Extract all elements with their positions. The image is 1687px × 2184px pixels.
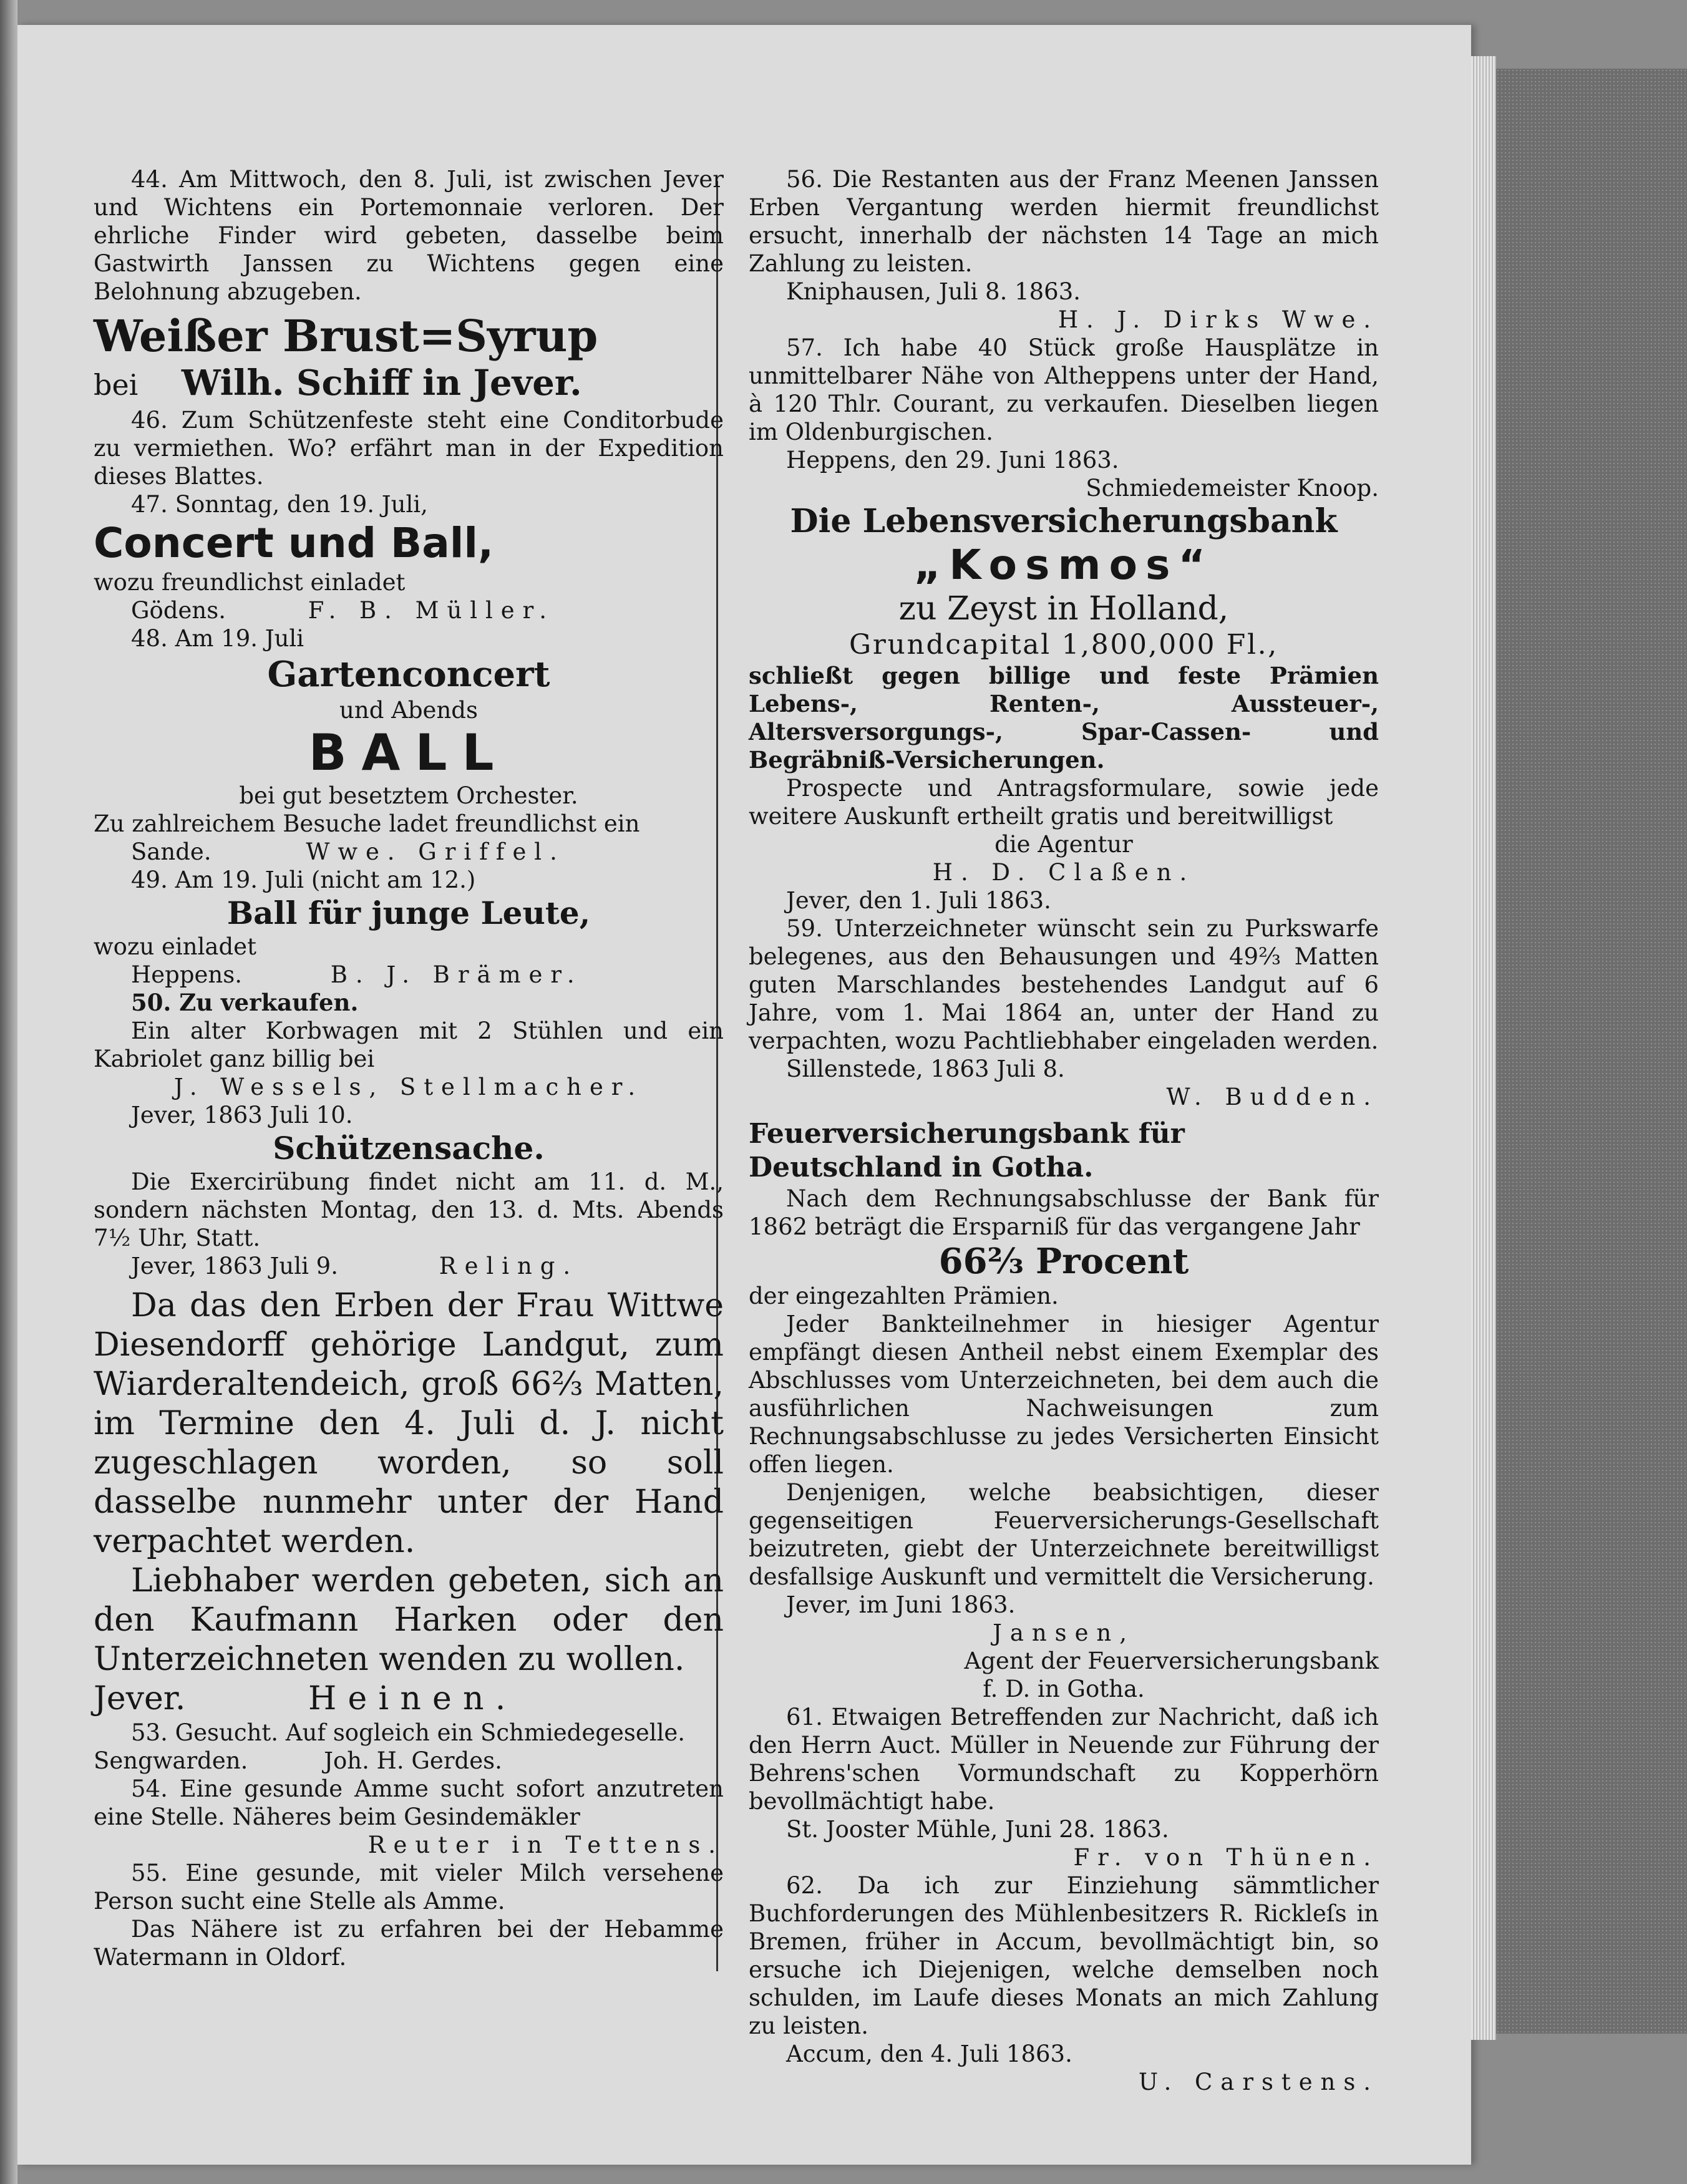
left-column [94,165,724,2087]
ad-57: 57. Ich habe 40 Stück große Hausplätze in unmittelbarer Nähe von Altheppens unter der Hand, à 120 Thlr. Courant, zu verkaufen. Dieselben liegen im Oldenburgischen. [749,334,1379,445]
ad-48-invite: Zu zahlreichem Besuche ladet freundlichst ein [94,810,640,837]
ad-53-signature [94,1747,724,1775]
schuetzen-date: Jever, 1863 Juli 9. [131,1253,338,1279]
ad-56-name: H. J. Dirks Wwe. [1057,306,1379,333]
ad-50-text: Ein alter Korbwagen mit 2 Stühlen und ein Kabriolet ganz billig bei [94,1017,724,1072]
book-cover-right [1496,69,1687,2034]
ad-47-date: 47. Sonntag, den 19. Juli, [131,491,428,518]
kosmos-agentur: die Agentur [994,831,1133,858]
ad-62: 62. Da ich zur Einziehung sämmtlicher Buchforderungen des Mühlenbesitzers R. Rickleſs in Bremen, früher in Accum, bevollmächtigt bin, so ersuche ich Diejenigen, welche demselben noch schulden, im Laufe dieses Monats an mich Zahlung zu leisten. [749,1872,1379,2039]
ad-61-date: St. Jooster Mühle, Juni 28. 1863. [786,1816,1169,1843]
ad-47-title: Concert und Ball, [94,519,494,567]
ad-48-signature [94,838,724,866]
ad-50-head: 50. Zu verkaufen. [131,989,359,1016]
feuer-text1: Nach dem Rechnungsabschlusse der Bank für 1862 beträgt die Ersparniß für das vergangene Jahr [749,1185,1379,1240]
ad-49-signature [94,961,724,989]
ad-48-ball: BALL [308,724,509,782]
ad-61: 61. Etwaigen Betreffenden zur Nachricht, daß ich den Herrn Auct. Müller in Neuende zur Führung der Behrens'schen Vormundschaft zu Kopperhörn bevollmächtigt habe. [749,1704,1379,1815]
schuetzen-name: Reling. [439,1253,579,1279]
schuetzen-text: Die Exercirübung findet nicht am 11. d. M., sondern nächsten Montag, den 13. d. Mts. Abends 7½ Uhr, Statt. [94,1168,724,1251]
right-column [749,165,1379,2095]
ad-49-place: Heppens. [131,961,243,988]
page-edges [1471,56,1496,2040]
ad-61-name: Fr. von Thünen. [1073,1844,1379,1871]
ad-44: 44. Am Mittwoch, den 8. Juli, ist zwischen Jever und Wichtens ein Portemonnaie verloren. Der ehrliche Finder wird gebeten, dasselbe beim Gastwirth Janssen zu Wichtens gegen eine Belohnung abzugeben. [94,166,724,305]
syrup-bei: bei [94,368,139,402]
feuer-text2: der eingezahlten Prämien. [749,1283,1059,1309]
ad-48-date: 48. Am 19. Juli [131,625,304,652]
ad-59-date: Sillenstede, 1863 Juli 8. [786,1056,1065,1082]
feuer-role: Agent der Feuerversicherungsbank [964,1648,1379,1674]
ad-56: 56. Die Restanten aus der Franz Meenen Janssen Erben Vergantung werden hiermit freundlichst ersucht, innerhalb der nächsten 14 Tage an mich Zahlung zu leisten. [749,166,1379,277]
schuetzen-signature [94,1252,724,1280]
ad-48-title: Gartenconcert [267,654,550,695]
ad-47-place: Gödens. [131,597,226,624]
ad-48-name: Wwe. Griffel. [306,838,565,865]
syrup-name: Wilh. Schiff in Jever. [181,362,582,404]
ad-59: 59. Unterzeichneter wünscht sein zu Purkswarfe belegenes, aus den Behausungen und 49⅔ Matten guten Marschlandes bestehendes Landgut auf 6 Jahre, vom 1. Mai 1864 an, unter der Hand zu verpachten, wozu Pachtliebhaber eingeladen werden. [749,915,1379,1054]
kosmos-capital: Grundcapital 1,800,000 Fl., [849,629,1278,661]
ad-49-wozu: wozu einladet [94,933,256,960]
ad-53-name: Joh. H. Gerdes. [324,1747,502,1774]
feuer-name: Jansen, [993,1619,1135,1646]
ad-47-signature [94,596,724,624]
ad-53: 53. Gesucht. Auf sogleich ein Schmiedegeselle. [131,1719,686,1746]
kosmos-line1: Die Lebensversicherungsbank [790,502,1338,540]
ad-53-place: Sengwarden. [94,1747,248,1774]
kosmos-text: schließt gegen billige und feste Prämien Lebens-, Renten-, Aussteuer-, Altersversorgungs-, Spar-Cassen- und Begräbniß-Versicherungen. [749,662,1379,774]
ad-49-name: B. J. Brämer. [330,961,583,988]
ad-47-wozu: wozu freundlichst einladet [94,569,406,596]
feuer-role2: f. D. in Gotha. [983,1676,1145,1702]
feuer-procent: 66⅔ Procent [938,1241,1189,1282]
ad-50-name: J. Wessels, Stellmacher. [173,1074,644,1100]
book-spine-left [0,0,17,2184]
ad-48-orchestra: bei gut besetztem Orchester. [239,782,578,809]
ad-48-place: Sande. [131,838,211,865]
ad-57-name: Schmiedemeister Knoop. [1086,475,1379,502]
feuer-date: Jever, im Juni 1863. [786,1591,1016,1618]
ad-56-date: Kniphausen, Juli 8. 1863. [786,278,1081,305]
kosmos-name2: H. D. Claßen. [932,859,1195,886]
land-signature [94,1679,724,1719]
land-notice-p2: Liebhaber werden gebeten, sich an den Kaufmann Harken oder den Unterzeichneten wenden zu wollen. [94,1562,724,1678]
ad-59-name: W. Budden. [1166,1084,1379,1110]
ad-54: 54. Eine gesunde Amme sucht sofort anzutreten eine Stelle. Näheres beim Gesindemäkler [94,1775,724,1830]
ad-55-b: Das Nähere ist zu erfahren bei der Hebamme Watermann in Oldorf. [94,1916,724,1971]
ad-50-date: Jever, 1863 Juli 10. [131,1102,353,1128]
syrup-title: Weißer Brust=Syrup [94,310,598,362]
kosmos-line3: zu Zeyst in Holland, [898,590,1229,628]
feuer-title: Feuerversicherungsbank für Deutschland in Gotha. [749,1118,1185,1183]
schuetzen-title: Schützensache. [273,1130,545,1167]
ad-49-title: Ball für junge Leute, [226,895,591,931]
feuer-text4: Denjenigen, welche beabsichtigen, dieser gegenseitigen Feuerversicherungs-Gesellschaft beizutreten, giebt der Unterzeichnete bereitwilligst desfallsige Auskunft und vermittelt die Versicherung. [749,1479,1379,1590]
feuer-text3: Jeder Bankteilnehmer in hiesiger Agentur empfängt diesen Antheil nebst einem Exemplar des Abschlusses vom Unterzeichneten, bei dem auch die ausführlichen Nachweisungen zum Rechnungsabschlusse zu jedes Versicherten Einsicht offen liegen. [749,1311,1379,1478]
ad-46: 46. Zum Schützenfeste steht eine Conditorbude zu vermiethen. Wo? erfährt man in der Expedition dieses Blattes. [94,407,724,490]
kosmos-date: Jever, den 1. Juli 1863. [786,887,1051,914]
ad-48-und: und Abends [339,697,478,724]
ad-62-date: Accum, den 4. Juli 1863. [786,2041,1072,2067]
ad-54-name: Reuter in Tettens. [367,1832,724,1858]
kosmos-name: „Kosmos“ [913,541,1214,589]
land-name: Heinen. [308,1680,517,1717]
ad-49-date: 49. Am 19. Juli (nicht am 12.) [131,866,476,893]
ad-47-name: F. B. Müller. [308,597,555,624]
syrup-vendor [94,362,724,406]
land-place: Jever. [94,1680,186,1717]
kosmos-text2: Prospecte und Antragsformulare, sowie jede weitere Auskunft ertheilt gratis und bereitwilligst [749,775,1379,830]
ad-57-date: Heppens, den 29. Juni 1863. [786,447,1119,473]
ad-62-name: U. Carstens. [1138,2069,1379,2095]
land-notice-p1: Da das den Erben der Frau Wittwe Diesendorff gehörige Landgut, zum Wiarderaltendeich, groß 66⅔ Matten, im Termine den 4. Juli d. J. nicht zugeschlagen worden, so soll dasselbe nunmehr unter der Hand verpachtet werden. [94,1287,724,1560]
ad-55: 55. Eine gesunde, mit vieler Milch versehene Person sucht eine Stelle als Amme. [94,1860,724,1915]
